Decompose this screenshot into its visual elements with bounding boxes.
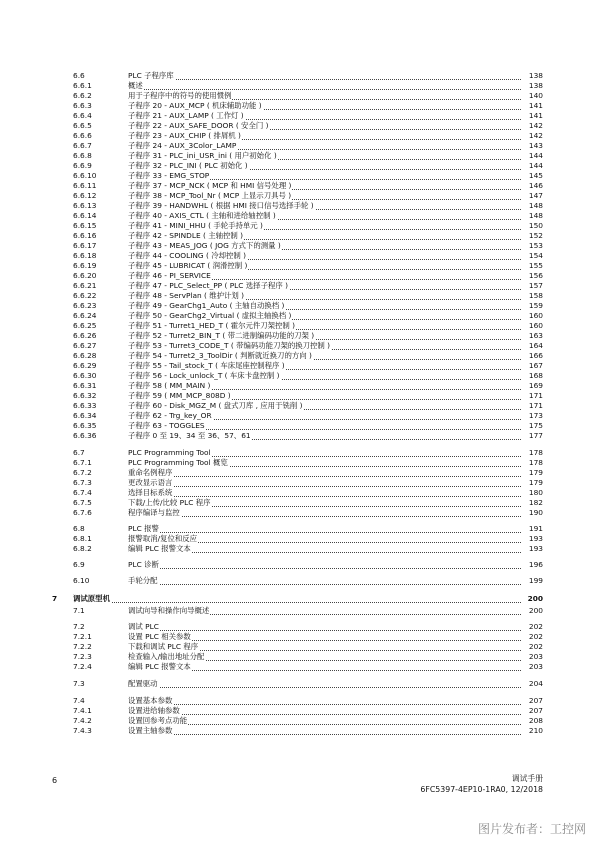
toc-page-number: 207 xyxy=(522,706,543,716)
toc-section-number: 6.6.12 xyxy=(73,191,97,200)
toc-section-number: 6.6.18 xyxy=(73,251,97,260)
toc-row[interactable] xyxy=(0,281,600,291)
toc-entry-title: 子程序 53 - Turret3_CODE_T ( 带编码功能刀架的换刀控制 ) xyxy=(128,341,331,350)
toc-entry-title: 重命名例程序 xyxy=(128,468,173,477)
toc-page-number: 210 xyxy=(522,726,543,736)
toc-page-number: 168 xyxy=(522,371,543,381)
toc-page-number: 148 xyxy=(522,211,543,221)
toc-page-number: 150 xyxy=(522,221,543,231)
toc-entry-title: 子程序 60 - Disk_MGZ_M ( 盘式刀库 , 应用于铣削 ) xyxy=(128,401,303,410)
toc-page-number: 202 xyxy=(522,632,543,642)
toc-section-number: 6.6.1 xyxy=(73,81,92,90)
toc-entry-title: 子程序 58 ( MM_MAIN ) xyxy=(128,381,211,390)
toc-entry-title: PLC 子程序库 xyxy=(128,71,174,80)
toc-entry-title: 用于子程序中的符号的使用惯例 xyxy=(128,91,232,100)
toc-page-number: 152 xyxy=(522,231,543,241)
toc-page-number: 178 xyxy=(522,448,543,458)
toc-row[interactable] xyxy=(0,448,600,458)
toc-section-number: 6.6.2 xyxy=(73,91,92,100)
toc-row[interactable] xyxy=(0,71,600,81)
toc-row[interactable] xyxy=(0,301,600,311)
toc-row[interactable] xyxy=(0,652,600,662)
toc-entry-title: 子程序 62 - Trg_key_OR xyxy=(128,411,212,420)
toc-entry-title: 子程序 59 ( MM_MCP_808D ) xyxy=(128,391,231,400)
toc-entry-title: 子程序 42 - SPINDLE ( 主轴控制 ) xyxy=(128,231,244,240)
toc-page-number: 190 xyxy=(522,508,543,518)
toc-entry-title: 子程序 51 - Turret1_HED_T ( 霍尔元件刀架控制 ) xyxy=(128,321,296,330)
toc-section-number: 7.2.3 xyxy=(73,652,92,661)
toc-entry-title: 子程序 47 - PLC_Select_PP ( PLC 选择子程序 ) xyxy=(128,281,288,290)
toc-section-number: 6.6.8 xyxy=(73,151,92,160)
toc-entry-title: 子程序 55 - Tail_stock_T ( 车床尾座控制程序 ) xyxy=(128,361,285,370)
toc-row[interactable] xyxy=(0,161,600,171)
toc-page-number: 138 xyxy=(522,71,543,81)
toc-row[interactable] xyxy=(0,468,600,478)
toc-page-number: 145 xyxy=(522,171,543,181)
toc-page-number: 164 xyxy=(522,341,543,351)
toc-row[interactable] xyxy=(0,606,600,616)
toc-section-number: 6.6.20 xyxy=(73,271,97,280)
toc-section-number: 7.2.1 xyxy=(73,632,92,641)
toc-row[interactable] xyxy=(0,391,600,401)
toc-page-number: 160 xyxy=(522,311,543,321)
publisher-watermark: 图片发布者：工控网 xyxy=(477,822,586,836)
toc-row[interactable] xyxy=(0,458,600,468)
toc-section-number: 7.2.4 xyxy=(73,662,92,671)
toc-page-number: 193 xyxy=(522,544,543,554)
toc-entry-title: 更改显示语言 xyxy=(128,478,173,487)
toc-page-number: 153 xyxy=(522,241,543,251)
toc-entry-title: 手轮分配 xyxy=(128,576,158,585)
toc-page-number: 159 xyxy=(522,301,543,311)
toc-row[interactable] xyxy=(0,311,600,321)
toc-page-number: 200 xyxy=(522,594,543,604)
toc-entry-title: 子程序 49 - GearChg1_Auto ( 主轴自动换档 ) xyxy=(128,301,285,310)
toc-entry-title: 子程序 39 - HANDWHL ( 根据 HMI 接口信号选择手轮 ) xyxy=(128,201,314,210)
toc-row[interactable] xyxy=(0,524,600,534)
toc-entry-title: 子程序 23 - AUX_CHIP ( 排屑机 ) xyxy=(128,131,241,140)
toc-row[interactable] xyxy=(0,421,600,431)
toc-page-number: 180 xyxy=(522,488,543,498)
toc-page-number: 160 xyxy=(522,321,543,331)
toc-entry-title: 子程序 52 - Turret2_BIN_T ( 带二进制编码功能的刀架 ) xyxy=(128,331,315,340)
toc-row[interactable] xyxy=(0,91,600,101)
toc-section-number: 7.2.2 xyxy=(73,642,92,651)
toc-entry-title: 子程序 40 - AXIS_CTL ( 主轴和进给轴控制 ) xyxy=(128,211,276,220)
manual-title: 调试手册 xyxy=(511,774,543,783)
toc-entry-title: 编辑 PLC 报警文本 xyxy=(128,662,191,671)
toc-section-number: 7.2 xyxy=(73,622,85,631)
toc-dot-leader xyxy=(128,486,543,487)
toc-row[interactable] xyxy=(0,381,600,391)
toc-section-number: 6.6.22 xyxy=(73,291,97,300)
toc-entry-title: PLC Programming Tool xyxy=(128,448,211,457)
toc-row[interactable] xyxy=(0,261,600,271)
toc-page-number: 144 xyxy=(522,151,543,161)
toc-row[interactable] xyxy=(0,81,600,91)
toc-page-number: 141 xyxy=(522,101,543,111)
toc-dot-leader xyxy=(128,516,543,517)
document-id: 6FC5397-4EP10-1RA0, 12/2018 xyxy=(420,785,543,794)
toc-entry-title: 子程序 56 - Lock_unlock_T ( 车床卡盘控制 ) xyxy=(128,371,280,380)
toc-section-number: 6.6.7 xyxy=(73,141,92,150)
toc-dot-leader xyxy=(128,476,543,477)
toc-section-number: 6.8.1 xyxy=(73,534,92,543)
toc-dot-leader xyxy=(128,532,543,533)
toc-section-number: 7.4 xyxy=(73,696,85,705)
toc-section-number: 6.6.21 xyxy=(73,281,97,290)
toc-section-number: 6.6.24 xyxy=(73,311,97,320)
toc-section-number: 6.7.3 xyxy=(73,478,92,487)
toc-page-number: 204 xyxy=(522,679,543,689)
toc-page-number: 155 xyxy=(522,261,543,271)
toc-section-number: 6.6.26 xyxy=(73,331,97,340)
toc-section-number: 6.7 xyxy=(73,448,85,457)
toc-dot-leader xyxy=(128,89,543,90)
toc-row[interactable] xyxy=(0,171,600,181)
toc-row[interactable] xyxy=(0,211,600,221)
toc-section-number: 6.6.28 xyxy=(73,351,97,360)
toc-row[interactable] xyxy=(0,201,600,211)
toc-entry-title: 程序编译与监控 xyxy=(128,508,180,517)
toc-section-number: 7.3 xyxy=(73,679,85,688)
toc-row[interactable] xyxy=(0,498,600,508)
toc-page-number: 154 xyxy=(522,251,543,261)
toc-page-number: 202 xyxy=(522,622,543,632)
toc-entry-title: 子程序 21 - AUX_LAMP ( 工作灯 ) xyxy=(128,111,244,120)
toc-section-number: 6.6.17 xyxy=(73,241,97,250)
toc-row[interactable] xyxy=(0,632,600,642)
toc-entry-title: 调试 PLC xyxy=(128,622,159,631)
toc-row[interactable] xyxy=(0,141,600,151)
toc-entry-title: 子程序 0 至 19、34 至 36、57、61 xyxy=(128,431,251,440)
toc-dot-leader xyxy=(128,584,543,585)
toc-dot-leader xyxy=(128,79,543,80)
toc-page-number: 156 xyxy=(522,271,543,281)
toc-section-number: 6.6.30 xyxy=(73,371,97,380)
toc-section-number: 6.6.35 xyxy=(73,421,97,430)
toc-page-number: 207 xyxy=(522,696,543,706)
toc-dot-leader xyxy=(128,568,543,569)
toc-section-number: 7.4.2 xyxy=(73,716,92,725)
toc-entry-title: 子程序 48 - ServPlan ( 维护计划 ) xyxy=(128,291,245,300)
toc-section-number: 6.6.27 xyxy=(73,341,97,350)
toc-page-number: 141 xyxy=(522,111,543,121)
toc-page-number: 179 xyxy=(522,468,543,478)
toc-row[interactable] xyxy=(0,431,600,441)
page-number: 6 xyxy=(52,776,58,785)
toc-row[interactable] xyxy=(0,411,600,421)
toc-entry-title: 子程序 31 - PLC_ini_USR_ini ( 用户初始化 ) xyxy=(128,151,277,160)
toc-row[interactable] xyxy=(0,221,600,231)
toc-page-number: 167 xyxy=(522,361,543,371)
toc-section-number: 6.6.33 xyxy=(73,401,97,410)
toc-row[interactable] xyxy=(0,181,600,191)
toc-section-number: 6.7.4 xyxy=(73,488,92,497)
toc-row[interactable] xyxy=(0,131,600,141)
toc-page-number: 171 xyxy=(522,391,543,401)
toc-page-number: 169 xyxy=(522,381,543,391)
toc-row[interactable] xyxy=(0,241,600,251)
toc-entry-title: 子程序 46 - PI_SERVICE xyxy=(128,271,211,280)
toc-page-number: 193 xyxy=(522,534,543,544)
toc-section-number: 6.6.23 xyxy=(73,301,97,310)
toc-page-number: 177 xyxy=(522,431,543,441)
toc-entry-title: 子程序 54 - Turret2_3_ToolDir ( 判断就近换刀的方向 ) xyxy=(128,351,312,360)
toc-row[interactable] xyxy=(0,544,600,554)
toc-section-number: 6.6.3 xyxy=(73,101,92,110)
toc-entry-title: 子程序 43 - MEAS_JOG ( JOG 方式下的测量 ) xyxy=(128,241,281,250)
toc-section-number: 7.4.1 xyxy=(73,706,92,715)
toc-section-number: 7.1 xyxy=(73,606,85,615)
toc-dot-leader xyxy=(128,714,543,715)
toc-dot-leader xyxy=(128,704,543,705)
toc-page-number: 146 xyxy=(522,181,543,191)
toc-row[interactable] xyxy=(0,642,600,652)
toc-page-number: 148 xyxy=(522,201,543,211)
toc-section-number: 6.6.29 xyxy=(73,361,97,370)
toc-entry-title: 子程序 33 - EMG_STOP xyxy=(128,171,210,180)
toc-row[interactable] xyxy=(0,341,600,351)
toc-page-number: 142 xyxy=(522,131,543,141)
toc-entry-title: 子程序 41 - MINI_HHU ( 手轮手持单元 ) xyxy=(128,221,263,230)
toc-page-number: 147 xyxy=(522,191,543,201)
toc-row[interactable] xyxy=(0,191,600,201)
toc-page-number: 196 xyxy=(522,560,543,570)
toc-row[interactable] xyxy=(0,706,600,716)
toc-page-number: 142 xyxy=(522,121,543,131)
toc-section-number: 6.7.6 xyxy=(73,508,92,517)
toc-section-number: 6.6.10 xyxy=(73,171,97,180)
toc-entry-title: 检查输入/输出地址分配 xyxy=(128,652,205,661)
toc-entry-title: 子程序 37 - MCP_NCK ( MCP 和 HMI 信号处理 ) xyxy=(128,181,292,190)
toc-section-number: 6.6.11 xyxy=(73,181,97,190)
toc-page-number: 203 xyxy=(522,652,543,662)
toc-row[interactable] xyxy=(0,726,600,736)
toc-section-number: 6.10 xyxy=(73,576,90,585)
toc-page-number: 200 xyxy=(522,606,543,616)
toc-page-number: 140 xyxy=(522,91,543,101)
toc-section-number: 6.6.5 xyxy=(73,121,92,130)
toc-page-number: 202 xyxy=(522,642,543,652)
toc-page-number: 173 xyxy=(522,411,543,421)
toc-page-number: 179 xyxy=(522,478,543,488)
toc-row[interactable] xyxy=(0,101,600,111)
toc-entry-title: PLC Programming Tool 概览 xyxy=(128,458,228,467)
toc-page-number: 171 xyxy=(522,401,543,411)
toc-section-number: 6.6.16 xyxy=(73,231,97,240)
toc-entry-title: 子程序 45 - LUBRICAT ( 润滑控制 ) xyxy=(128,261,248,270)
toc-row[interactable] xyxy=(0,622,600,632)
toc-entry-title: 配置驱动 xyxy=(128,679,158,688)
toc-row[interactable] xyxy=(0,488,600,498)
toc-row[interactable] xyxy=(0,321,600,331)
toc-entry-title: PLC 报警 xyxy=(128,524,159,533)
toc-entry-title: 编辑 PLC 报警文本 xyxy=(128,544,191,553)
toc-entry-title: 下载和调试 PLC 程序 xyxy=(128,642,199,651)
toc-entry-title: 报警取消/复位和反应 xyxy=(128,534,198,543)
toc-page-number: 138 xyxy=(522,81,543,91)
toc-section-number: 6.8.2 xyxy=(73,544,92,553)
toc-row[interactable] xyxy=(0,576,600,586)
toc-dot-leader xyxy=(128,724,543,725)
toc-section-number: 6.6.32 xyxy=(73,391,97,400)
toc-row[interactable] xyxy=(0,231,600,241)
toc-entry-title: 下载/上传/比较 PLC 程序 xyxy=(128,498,211,507)
toc-page-number: 191 xyxy=(522,524,543,534)
toc-row[interactable] xyxy=(0,534,600,544)
toc-page-number: 203 xyxy=(522,662,543,672)
toc-section-number: 6.7.5 xyxy=(73,498,92,507)
toc-entry-title: 设置进给轴参数 xyxy=(128,706,180,715)
toc-entry-title: 调试向导和操作向导概述 xyxy=(128,606,210,615)
toc-entry-title: 子程序 50 - GearChg2_Virtual ( 虚拟主轴换档 ) xyxy=(128,311,292,320)
toc-section-number: 6.6.31 xyxy=(73,381,97,390)
toc-entry-title: 子程序 20 - AUX_MCP ( 机床辅助功能 ) xyxy=(128,101,262,110)
toc-row[interactable] xyxy=(0,331,600,341)
toc-row[interactable] xyxy=(0,251,600,261)
toc-section-number: 6.6.34 xyxy=(73,411,97,420)
toc-row[interactable] xyxy=(0,716,600,726)
toc-entry-title: 子程序 22 - AUX_SAFE_DOOR ( 安全门 ) xyxy=(128,121,269,130)
toc-row[interactable] xyxy=(0,401,600,411)
toc-row[interactable] xyxy=(0,291,600,301)
toc-page-number: 178 xyxy=(522,458,543,468)
toc-row[interactable] xyxy=(0,351,600,361)
toc-entry-title: 设置基本参数 xyxy=(128,696,173,705)
toc-section-number: 6.6.9 xyxy=(73,161,92,170)
toc-row[interactable] xyxy=(0,121,600,131)
toc-row[interactable] xyxy=(0,361,600,371)
toc-section-number: 7 xyxy=(52,594,58,603)
toc-row[interactable] xyxy=(0,560,600,570)
toc-page-number: 163 xyxy=(522,331,543,341)
toc-row[interactable] xyxy=(0,151,600,161)
toc-page-number: 143 xyxy=(522,141,543,151)
toc-chapter-row[interactable] xyxy=(0,594,600,604)
toc-entry-title: 子程序 38 - MCP_Tool_Nr ( MCP 上显示刀具号 ) xyxy=(128,191,292,200)
toc-entry-title: 子程序 24 - AUX_3Color_LAMP xyxy=(128,141,237,150)
toc-page-number: 158 xyxy=(522,291,543,301)
toc-row[interactable] xyxy=(0,662,600,672)
toc-section-number: 6.6.4 xyxy=(73,111,92,120)
toc-row[interactable] xyxy=(0,696,600,706)
toc-dot-leader xyxy=(128,496,543,497)
toc-section-number: 6.6.14 xyxy=(73,211,97,220)
toc-row[interactable] xyxy=(0,371,600,381)
toc-page-number: 182 xyxy=(522,498,543,508)
toc-section-number: 6.6.36 xyxy=(73,431,97,440)
toc-entry-title: 子程序 44 - COOLING ( 冷却控制 ) xyxy=(128,251,247,260)
toc-row[interactable] xyxy=(0,478,600,488)
toc-page-number: 166 xyxy=(522,351,543,361)
toc-dot-leader xyxy=(128,630,543,631)
toc-section-number: 6.9 xyxy=(73,560,85,569)
toc-dot-leader xyxy=(128,687,543,688)
toc-section-number: 6.7.2 xyxy=(73,468,92,477)
toc-entry-title: 设置回参考点功能 xyxy=(128,716,188,725)
toc-entry-title: PLC 诊断 xyxy=(128,560,159,569)
toc-section-number: 7.4.3 xyxy=(73,726,92,735)
toc-row[interactable] xyxy=(0,111,600,121)
toc-section-number: 6.8 xyxy=(73,524,85,533)
toc-row[interactable] xyxy=(0,508,600,518)
toc-section-number: 6.6 xyxy=(73,71,85,80)
toc-entry-title: 子程序 63 - TOGGLES xyxy=(128,421,205,430)
toc-page-number: 208 xyxy=(522,716,543,726)
toc-entry-title: 设置主轴参数 xyxy=(128,726,173,735)
toc-entry-title: 选择目标系统 xyxy=(128,488,173,497)
toc-entry-title: 子程序 32 - PLC_INI ( PLC 初始化 ) xyxy=(128,161,248,170)
toc-row[interactable] xyxy=(0,679,600,689)
toc-page-number: 157 xyxy=(522,281,543,291)
toc-section-number: 6.6.6 xyxy=(73,131,92,140)
toc-page-number: 199 xyxy=(522,576,543,586)
toc-dot-leader xyxy=(128,734,543,735)
toc-section-number: 6.7.1 xyxy=(73,458,92,467)
toc-entry-title: 调试原型机 xyxy=(73,594,110,603)
toc-section-number: 6.6.19 xyxy=(73,261,97,270)
toc-entry-title: 概述 xyxy=(128,81,143,90)
toc-entry-title: 设置 PLC 相关参数 xyxy=(128,632,191,641)
toc-row[interactable] xyxy=(0,271,600,281)
toc-page-number: 175 xyxy=(522,421,543,431)
toc-section-number: 6.6.15 xyxy=(73,221,97,230)
toc-page-number: 144 xyxy=(522,161,543,171)
toc-dot-leader xyxy=(73,602,543,603)
toc-section-number: 6.6.13 xyxy=(73,201,97,210)
toc-section-number: 6.6.25 xyxy=(73,321,97,330)
